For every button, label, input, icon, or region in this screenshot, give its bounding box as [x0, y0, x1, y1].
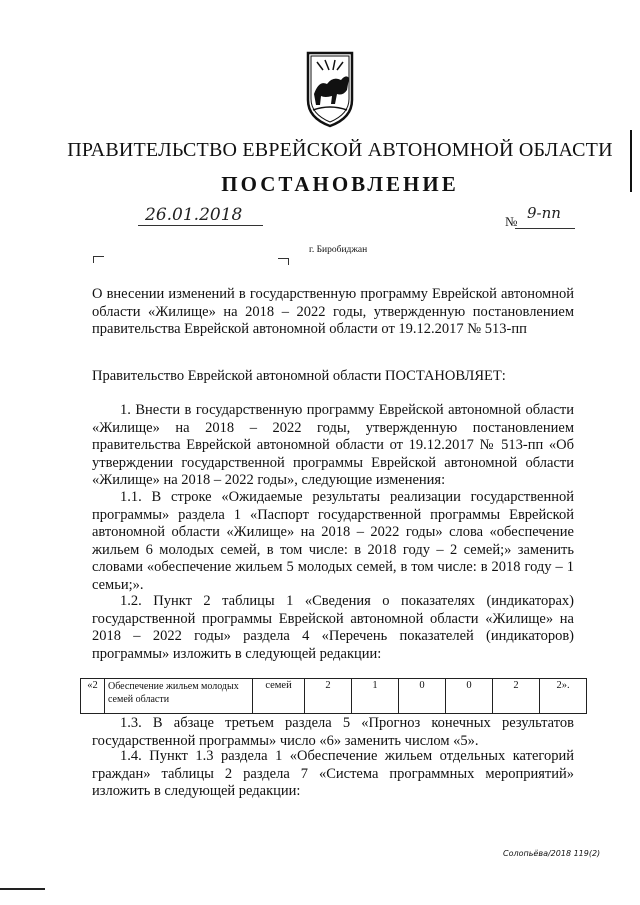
- subject-bracket-left: [93, 256, 104, 263]
- document-type-title: ПОСТАНОВЛЕНИЕ: [221, 172, 459, 196]
- clause-1-2: 1.2. Пункт 2 таблицы 1 «Сведения о показателях (индикаторах) государственной программы Еврейской автономной области «Жилище» на 2018 – 2022 годы» раздела 4 «Перечень показателей (индикаторов) программы» изложить в следующей редакции:: [92, 593, 574, 662]
- city-name: г. Биробиджан: [309, 245, 368, 255]
- document-subject: О внесении изменений в государственную программу Еврейской автономной области «Жилище» на 2018 – 2022 годы, утвержденную постановлением правительства Еврейской автономной области от 19.12.2017 № 513-пп: [92, 286, 574, 338]
- table-cell: 2».: [540, 679, 587, 714]
- table-cell: 2: [305, 679, 352, 714]
- clause-1-3: 1.3. В абзаце третьем раздела 5 «Прогноз конечных результатов государственной программы» число «6» заменить числом «5».: [92, 715, 574, 749]
- coat-of-arms-icon: [305, 50, 355, 128]
- subject-bracket-right: [278, 258, 289, 265]
- clause-1: 1. Внести в государственную программу Еврейской автономной области «Жилище» на 2018 – 2022 годы, утвержденную постановлением правительства Еврейской автономной области от 19.12.2017 № 513-пп «Об утверждении государственной программы Еврейской автономной области «Жилище» на 2018 – 2022 годы», следующие изменения:: [92, 402, 574, 489]
- bottom-mark: [0, 888, 45, 890]
- table-row: [81, 679, 587, 714]
- table-cell: 2: [493, 679, 540, 714]
- handwritten-date: 26.01.2018: [145, 205, 243, 225]
- date-underline: [138, 225, 263, 226]
- number-label: №: [505, 214, 518, 229]
- clause-1-4: 1.4. Пункт 1.3 раздела 1 «Обеспечение жильем отдельных категорий граждан» таблицы 2 раздела 7 «Система программных мероприятий» изложить в следующей редакции:: [92, 748, 574, 800]
- resolution-lead: Правительство Еврейской автономной области ПОСТАНОВЛЯЕТ:: [92, 368, 506, 384]
- table-cell: Обеспечение жильем молодых семей области: [105, 679, 253, 714]
- table-cell: 1: [352, 679, 399, 714]
- table-cell: 0: [446, 679, 493, 714]
- clause-1-1: 1.1. В строке «Ожидаемые результаты реализации государственной программы» раздела 1 «Паспорт государственной программы Еврейской автономной области «Жилище» на 2018 – 2022 годы» слова «обеспечение жильем 6 молодых семей, в том числе: в 2018 году – 2 семей;» заменить словами «обеспечение жильем 5 молодых семей, в том числе: в 2018 году – 1 семьи;».: [92, 489, 574, 593]
- number-underline: [515, 228, 575, 229]
- indicator-table: [80, 678, 587, 714]
- government-title: ПРАВИТЕЛЬСТВО ЕВРЕЙСКОЙ АВТОНОМНОЙ ОБЛАСТИ: [67, 139, 613, 161]
- table-cell: «2: [81, 679, 105, 714]
- table-cell: семей: [253, 679, 305, 714]
- handwritten-number: 9-пп: [527, 204, 561, 222]
- table-cell: 0: [399, 679, 446, 714]
- footer-note: Солопьёва/2018 119(2): [503, 849, 601, 858]
